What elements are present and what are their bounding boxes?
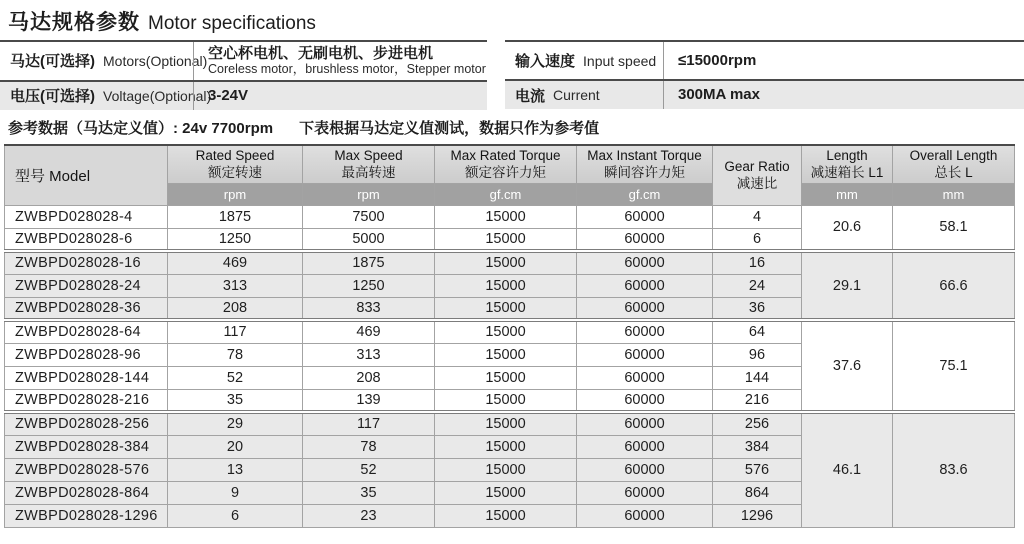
- motors-optional-value-zh: 空心杯电机、无刷电机、步进电机: [208, 45, 434, 62]
- column-header-max-rated-torque: [435, 145, 577, 184]
- voltage-optional-label-zh: 电压(可选择): [10, 88, 95, 106]
- spec-table-header: [5, 145, 1015, 206]
- table-row: [5, 320, 1015, 343]
- model-cell: ZWBPD028028-64: [5, 320, 168, 343]
- max-rated-torque-cell: 15000: [435, 412, 577, 435]
- rated-speed-cell: 52: [168, 366, 303, 389]
- motors-optional-label: [0, 42, 208, 80]
- spec-table-body: [5, 205, 1015, 527]
- column-header-max-speed: [303, 145, 435, 184]
- motors-optional-value-en: Coreless motor，brushless motor，Stepper motor: [208, 62, 486, 77]
- model-cell: ZWBPD028028-24: [5, 274, 168, 297]
- header-label-zh: 瞬间容许力矩: [604, 165, 685, 181]
- motor-spec-table: [4, 144, 1015, 528]
- max-speed-cell: 469: [303, 320, 435, 343]
- header-label-zh: 额定容许力矩: [465, 165, 546, 181]
- input-speed-value-text: ≤15000rpm: [678, 51, 757, 69]
- header-label-en: Max Instant Torque: [587, 147, 702, 163]
- max-instant-torque-cell: 60000: [577, 412, 713, 435]
- model-cell: ZWBPD028028-256: [5, 412, 168, 435]
- overall-length-cell: 83.6: [893, 412, 1015, 527]
- max-instant-torque-cell: 60000: [577, 205, 713, 228]
- model-cell: ZWBPD028028-4: [5, 205, 168, 228]
- max-instant-torque-cell: 60000: [577, 481, 713, 504]
- column-header-max-instant-torque: [577, 145, 713, 184]
- header-label-zh: 减速箱长 L1: [810, 165, 884, 181]
- max-rated-torque-cell: 15000: [435, 297, 577, 320]
- current-value-text: 300MA max: [678, 86, 760, 104]
- rated-speed-cell: 35: [168, 389, 303, 412]
- header-label-zh: 减速比: [736, 176, 778, 192]
- model-cell: ZWBPD028028-144: [5, 366, 168, 389]
- model-cell: ZWBPD028028-6: [5, 228, 168, 251]
- voltage-optional-label: [0, 82, 212, 110]
- current-value: [663, 81, 1024, 109]
- rated-speed-cell: 29: [168, 412, 303, 435]
- motors-optional-label-zh: 马达(可选择): [10, 53, 95, 71]
- model-cell: ZWBPD028028-96: [5, 343, 168, 366]
- max-instant-torque-cell: 60000: [577, 366, 713, 389]
- reference-data-note-right: 下表根据马达定义值测试，数据只作为参考值: [299, 119, 600, 137]
- max-rated-torque-cell: 15000: [435, 274, 577, 297]
- header-label-en: Rated Speed: [195, 147, 275, 163]
- input-speed-label: [505, 42, 663, 79]
- model-cell: ZWBPD028028-576: [5, 458, 168, 481]
- max-rated-torque-cell: 15000: [435, 228, 577, 251]
- unit-max-speed: rpm: [303, 183, 435, 205]
- top-spec-tables: [0, 40, 1024, 110]
- max-speed-cell: 23: [303, 504, 435, 527]
- max-rated-torque-cell: 15000: [435, 389, 577, 412]
- max-speed-cell: 35: [303, 481, 435, 504]
- voltage-optional-label-en: Voltage(Optional): [103, 87, 212, 104]
- header-label-en: Max Rated Torque: [450, 147, 561, 163]
- page-title-zh: 马达规格参数: [8, 11, 140, 34]
- max-instant-torque-cell: 60000: [577, 389, 713, 412]
- max-rated-torque-cell: 15000: [435, 320, 577, 343]
- table-row: [5, 412, 1015, 435]
- page-title: [8, 6, 1024, 36]
- rated-speed-cell: 20: [168, 435, 303, 458]
- header-label-en: Length: [826, 147, 868, 163]
- input-speed-current-table: [505, 40, 1024, 110]
- unit-rated-speed: rpm: [168, 183, 303, 205]
- rated-speed-cell: 469: [168, 251, 303, 274]
- max-instant-torque-cell: 60000: [577, 274, 713, 297]
- gear-ratio-cell: 6: [713, 228, 802, 251]
- table-row: [5, 251, 1015, 274]
- unit-overall-length: mm: [893, 183, 1015, 205]
- gear-ratio-cell: 384: [713, 435, 802, 458]
- gear-ratio-cell: 1296: [713, 504, 802, 527]
- max-speed-cell: 1250: [303, 274, 435, 297]
- max-rated-torque-cell: 15000: [435, 205, 577, 228]
- gear-ratio-cell: 96: [713, 343, 802, 366]
- model-cell: ZWBPD028028-1296: [5, 504, 168, 527]
- gear-ratio-cell: 144: [713, 366, 802, 389]
- header-label-en: Max Speed: [334, 147, 403, 163]
- max-speed-cell: 7500: [303, 205, 435, 228]
- column-header-gear-ratio: [713, 145, 802, 206]
- rated-speed-cell: 117: [168, 320, 303, 343]
- overall-length-cell: 66.6: [893, 251, 1015, 320]
- table-row: [5, 205, 1015, 228]
- max-speed-cell: 833: [303, 297, 435, 320]
- header-label-zh: 总长 L: [934, 165, 973, 181]
- header-label-en: Gear Ratio: [724, 158, 790, 174]
- rated-speed-cell: 13: [168, 458, 303, 481]
- rated-speed-cell: 1875: [168, 205, 303, 228]
- motors-optional-value: [193, 42, 487, 80]
- length-cell: 37.6: [802, 320, 893, 412]
- max-rated-torque-cell: 15000: [435, 366, 577, 389]
- page-title-en: Motor specifications: [148, 13, 316, 34]
- gear-ratio-cell: 864: [713, 481, 802, 504]
- rated-speed-cell: 6: [168, 504, 303, 527]
- column-header-length: [802, 145, 893, 184]
- input-speed-label-zh: 输入速度: [515, 53, 576, 70]
- model-cell: ZWBPD028028-384: [5, 435, 168, 458]
- unit-max-instant-torque: gf.cm: [577, 183, 713, 205]
- current-label: [505, 81, 663, 109]
- model-cell: ZWBPD028028-216: [5, 389, 168, 412]
- overall-length-cell: 58.1: [893, 205, 1015, 251]
- gear-ratio-cell: 64: [713, 320, 802, 343]
- gear-ratio-cell: 4: [713, 205, 802, 228]
- max-instant-torque-cell: 60000: [577, 504, 713, 527]
- max-speed-cell: 139: [303, 389, 435, 412]
- motors-optional-label-en: Motors(Optional): [103, 52, 208, 69]
- overall-length-cell: 75.1: [893, 320, 1015, 412]
- current-label-en: Current: [553, 87, 600, 103]
- max-instant-torque-cell: 60000: [577, 297, 713, 320]
- voltage-optional-value: [193, 82, 487, 110]
- max-instant-torque-cell: 60000: [577, 251, 713, 274]
- max-instant-torque-cell: 60000: [577, 435, 713, 458]
- unit-max-rated-torque: gf.cm: [435, 183, 577, 205]
- length-cell: 20.6: [802, 205, 893, 251]
- unit-length: mm: [802, 183, 893, 205]
- max-rated-torque-cell: 15000: [435, 504, 577, 527]
- max-speed-cell: 117: [303, 412, 435, 435]
- header-label-zh: 最高转速: [341, 165, 396, 181]
- max-speed-cell: 313: [303, 343, 435, 366]
- column-header-rated-speed: [168, 145, 303, 184]
- rated-speed-cell: 9: [168, 481, 303, 504]
- max-speed-cell: 5000: [303, 228, 435, 251]
- voltage-optional-value-text: 3-24V: [208, 87, 249, 104]
- length-cell: 29.1: [802, 251, 893, 320]
- rated-speed-cell: 313: [168, 274, 303, 297]
- max-instant-torque-cell: 60000: [577, 458, 713, 481]
- rated-speed-cell: 1250: [168, 228, 303, 251]
- max-speed-cell: 52: [303, 458, 435, 481]
- input-speed-label-en: Input speed: [583, 52, 657, 69]
- column-header-overall-length: [893, 145, 1015, 184]
- max-speed-cell: 208: [303, 366, 435, 389]
- input-speed-row: [505, 42, 1024, 79]
- current-label-zh: 电流: [515, 87, 546, 105]
- input-speed-value: [663, 42, 1024, 79]
- voltage-optional-row: [0, 80, 487, 110]
- max-rated-torque-cell: 15000: [435, 343, 577, 366]
- current-row: [505, 79, 1024, 109]
- max-instant-torque-cell: 60000: [577, 228, 713, 251]
- motor-specifications-page: [0, 6, 1024, 544]
- gear-ratio-cell: 216: [713, 389, 802, 412]
- motor-voltage-table: [0, 40, 487, 110]
- model-cell: ZWBPD028028-864: [5, 481, 168, 504]
- gear-ratio-cell: 24: [713, 274, 802, 297]
- reference-data-note: [8, 117, 1024, 138]
- gear-ratio-cell: 576: [713, 458, 802, 481]
- gear-ratio-cell: 36: [713, 297, 802, 320]
- max-rated-torque-cell: 15000: [435, 458, 577, 481]
- motors-optional-row: [0, 42, 487, 80]
- max-speed-cell: 1875: [303, 251, 435, 274]
- length-cell: 46.1: [802, 412, 893, 527]
- header-label-zh: 额定转速: [208, 165, 262, 181]
- gear-ratio-cell: 16: [713, 251, 802, 274]
- max-instant-torque-cell: 60000: [577, 320, 713, 343]
- max-instant-torque-cell: 60000: [577, 343, 713, 366]
- max-rated-torque-cell: 15000: [435, 251, 577, 274]
- reference-data-note-left: 参考数据（马达定义值）: 24v 7700rpm: [8, 119, 274, 137]
- max-speed-cell: 78: [303, 435, 435, 458]
- max-rated-torque-cell: 15000: [435, 481, 577, 504]
- model-cell: ZWBPD028028-36: [5, 297, 168, 320]
- max-rated-torque-cell: 15000: [435, 435, 577, 458]
- rated-speed-cell: 208: [168, 297, 303, 320]
- gear-ratio-cell: 256: [713, 412, 802, 435]
- header-label-en: Overall Length: [909, 147, 998, 163]
- rated-speed-cell: 78: [168, 343, 303, 366]
- model-cell: ZWBPD028028-16: [5, 251, 168, 274]
- column-header-model: 型号 Model: [5, 145, 168, 206]
